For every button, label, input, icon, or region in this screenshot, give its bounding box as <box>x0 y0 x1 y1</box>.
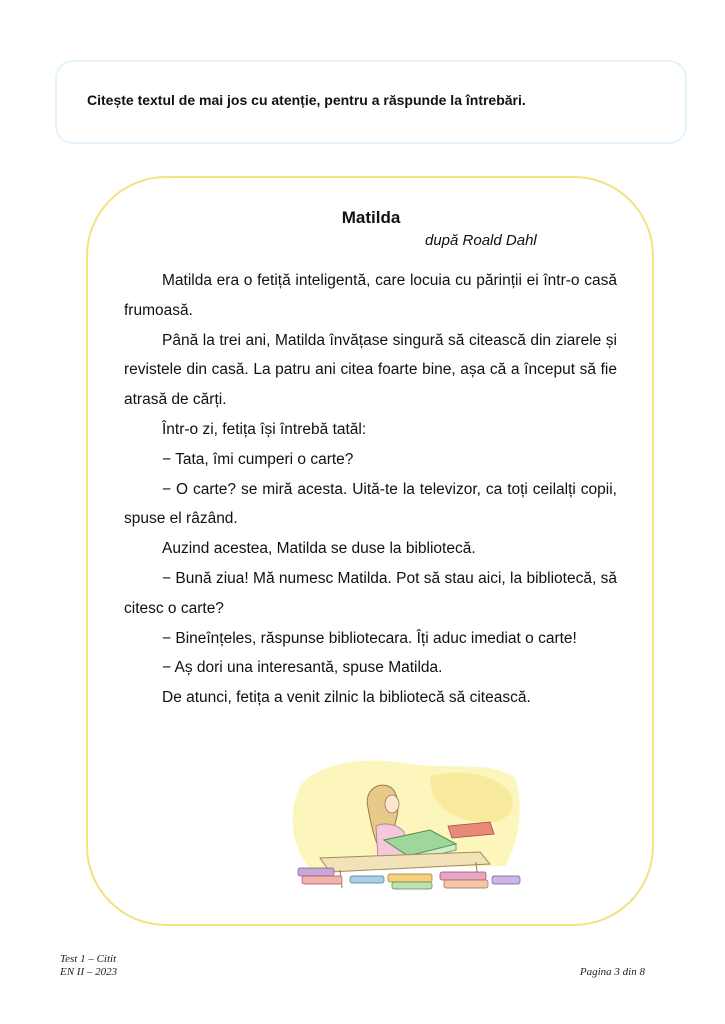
story-paragraph: − Bună ziua! Mă numesc Matilda. Pot să stau aici, la bibliotecă, să citesc o carte? <box>124 569 617 617</box>
story-title: Matilda <box>341 208 401 227</box>
page-number: Pagina 3 din 8 <box>579 966 645 978</box>
footer-exam-line: EN II – 2023 <box>60 966 118 978</box>
story-paragraph: Matilda era o fetiță inteligentă, care locuia cu părinții ei într-o casă frumoasă. <box>124 272 617 319</box>
instructions-text: Citește textul de mai jos cu atenție, pentru a răspunde la întrebări. <box>87 92 526 108</box>
story-paragraph: Până la trei ani, Matilda învățase singură să citească din ziarele și revistele din casă. La patru ani citea foarte bine, așa că a început să fie atrasă de cărți. <box>124 331 617 409</box>
story-paragraph: Auzind acestea, Matilda se duse la bibliotecă. <box>162 540 476 558</box>
story-paragraph: − Aș dori una interesantă, spuse Matilda. <box>162 659 443 677</box>
girl-reading-illustration <box>280 756 528 896</box>
story-paragraph: − O carte? se miră acesta. Uită-te la televizor, ca toți ceilalți copii, spuse el râzând. <box>124 480 617 528</box>
footer-left <box>60 953 117 979</box>
story-paragraph: − Tata, îmi cumperi o carte? <box>162 450 354 468</box>
instructions-box <box>55 60 687 144</box>
footer-test-line: Test 1 – Citit <box>60 953 117 965</box>
story-paragraph: − Bineînțeles, răspunse bibliotecara. Îți aduc imediat o carte! <box>162 629 577 647</box>
story-author: după Roald Dahl <box>425 232 537 249</box>
story-paragraph: De atunci, fetița a venit zilnic la bibliotecă să citească. <box>162 689 531 707</box>
story-paragraph: Într-o zi, fetița își întrebă tatăl: <box>162 420 367 438</box>
story-body <box>124 266 617 713</box>
